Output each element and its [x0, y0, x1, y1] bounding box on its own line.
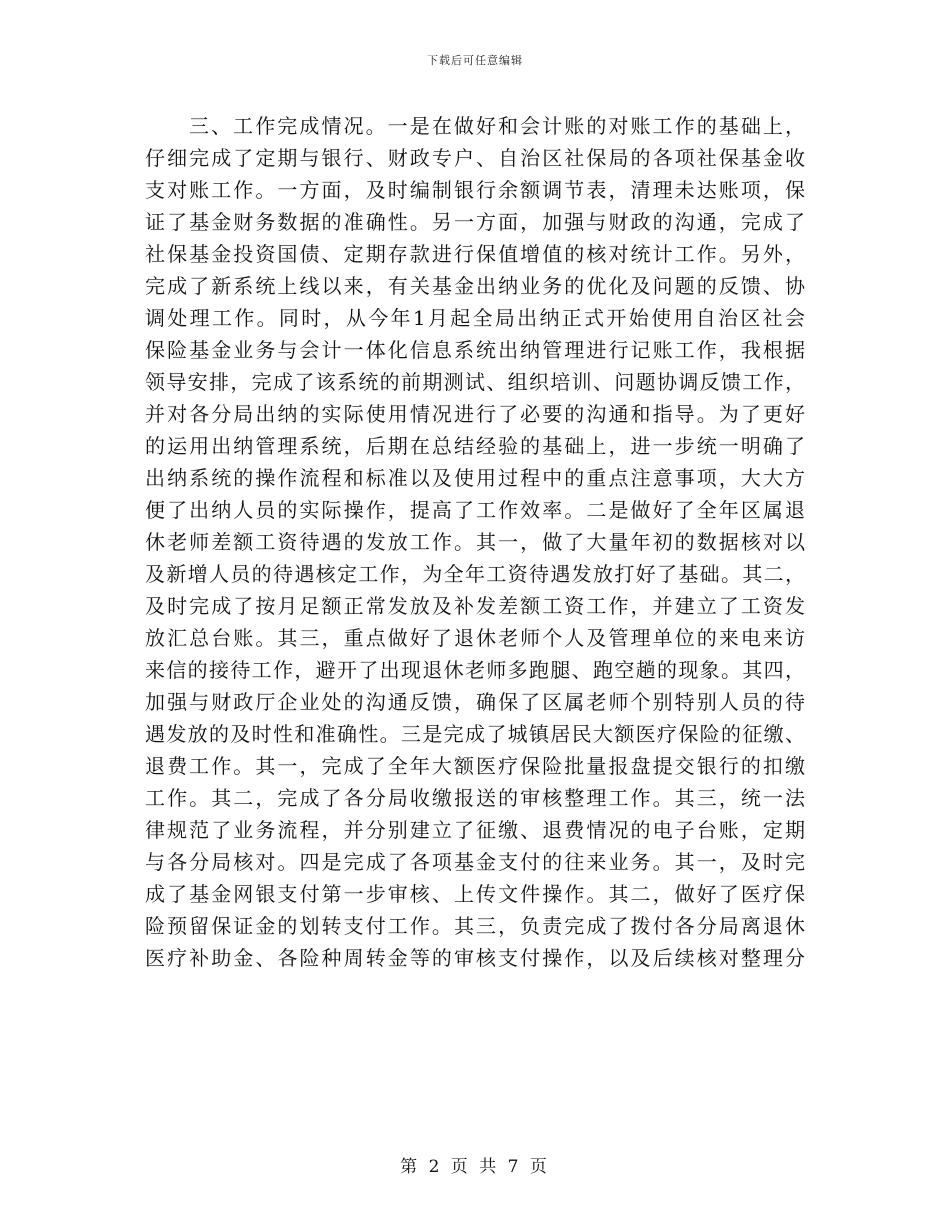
paragraph-line: 律规范了业务流程，并分别建立了征缴、退费情况的电子台账，定期 [145, 818, 805, 842]
paragraph-line: 调处理工作。同时，从今年1月起全局出纳正式开始使用自治区社会 [145, 306, 805, 330]
paragraph-line: 保险基金业务与会计一体化信息系统出纳管理进行记账工作，我根据 [145, 338, 805, 362]
paragraph-line: 遇发放的及时性和准确性。三是完成了城镇居民大额医疗保险的征缴、 [145, 722, 805, 746]
paragraph-line: 来信的接待工作，避开了出现退休老师多跑腿、跑空趟的现象。其四， [145, 658, 805, 682]
paragraph-line: 便了出纳人员的实际操作，提高了工作效率。二是做好了全年区属退 [145, 498, 805, 522]
paragraph-line: 证了基金财务数据的准确性。另一方面，加强与财政的沟通，完成了 [145, 210, 805, 234]
paragraph-line: 与各分局核对。四是完成了各项基金支付的往来业务。其一，及时完 [145, 850, 805, 874]
paragraph-line: 成了基金网银支付第一步审核、上传文件操作。其二，做好了医疗保 [145, 882, 805, 906]
paragraph-line: 及新增人员的待遇核定工作，为全年工资待遇发放打好了基础。其二， [145, 562, 805, 586]
page-header: 下载后可任意编辑 [427, 54, 523, 67]
page-number: 第 2 页 共 7 页 [400, 1157, 550, 1177]
paragraph-line: 三、工作完成情况。一是在做好和会计账的对账工作的基础上， [189, 114, 805, 138]
paragraph-line: 出纳系统的操作流程和标准以及使用过程中的重点注意事项，大大方 [145, 466, 805, 490]
paragraph-line: 支对账工作。一方面，及时编制银行余额调节表，清理未达账项，保 [145, 178, 805, 202]
paragraph-line: 社保基金投资国债、定期存款进行保值增值的核对统计工作。另外， [145, 242, 805, 266]
paragraph-line: 放汇总台账。其三，重点做好了退休老师个人及管理单位的来电来访 [145, 626, 805, 650]
paragraph-line: 休老师差额工资待遇的发放工作。其一，做了大量年初的数据核对以 [145, 530, 805, 554]
paragraph-line: 及时完成了按月足额正常发放及补发差额工资工作，并建立了工资发 [145, 594, 805, 618]
paragraph-line: 完成了新系统上线以来，有关基金出纳业务的优化及问题的反馈、协 [145, 274, 805, 298]
paragraph-line: 险预留保证金的划转支付工作。其三，负责完成了拨付各分局离退休 [145, 914, 805, 938]
paragraph-line: 工作。其二，完成了各分局收缴报送的审核整理工作。其三，统一法 [145, 786, 805, 810]
document-body [145, 110, 805, 974]
paragraph-line: 领导安排，完成了该系统的前期测试、组织培训、问题协调反馈工作， [145, 370, 805, 394]
paragraph-line: 加强与财政厅企业处的沟通反馈，确保了区属老师个别特别人员的待 [145, 690, 805, 714]
paragraph-line: 并对各分局出纳的实际使用情况进行了必要的沟通和指导。为了更好 [145, 402, 805, 426]
paragraph-line: 医疗补助金、各险种周转金等的审核支付操作，以及后续核对整理分 [145, 946, 805, 970]
paragraph-line: 退费工作。其一，完成了全年大额医疗保险批量报盘提交银行的扣缴 [145, 754, 805, 778]
paragraph-line: 仔细完成了定期与银行、财政专户、自治区社保局的各项社保基金收 [145, 146, 805, 170]
paragraph-line: 的运用出纳管理系统，后期在总结经验的基础上，进一步统一明确了 [145, 434, 805, 458]
